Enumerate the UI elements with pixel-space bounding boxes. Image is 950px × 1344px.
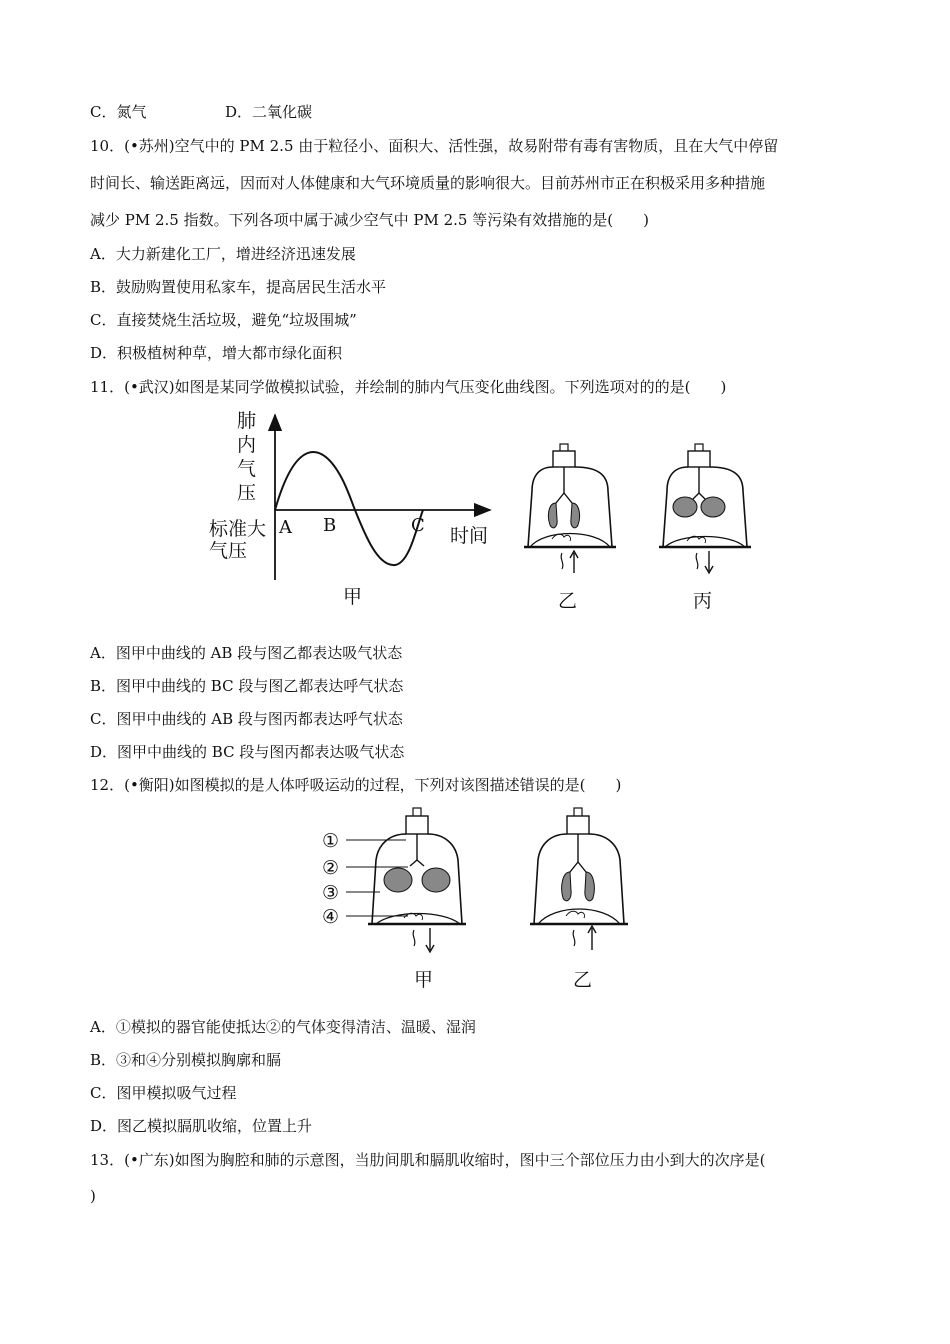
point-a-label: A (279, 517, 292, 538)
rubber-stopper (567, 816, 589, 834)
q12-option-b: B．③和④分别模拟胸廓和膈 (90, 1051, 282, 1069)
q12-stem: 12．(•衡阳)如图模拟的是人体呼吸运动的过程，下列对该图描述错误的是( ) (90, 776, 622, 794)
point-b-label: B (323, 515, 337, 536)
q9-option-d: D．二氧化碳 (225, 103, 313, 121)
q10-stem-line1: 10．(•苏州)空气中的 PM 2.5 由于粒径小、面积大、活性强，故易附带有毒有害物质，且在大气中停留 (90, 137, 779, 155)
caption-jia: 甲 (343, 586, 363, 608)
q10-option-a: A．大力新建化工厂，增进经济迅速发展 (90, 245, 356, 263)
std-pressure-label-1: 标准大 (209, 518, 267, 540)
bell-jar-outline (528, 467, 612, 547)
q11-option-d: D．图甲中曲线的 BC 段与图丙都表达吸气状态 (90, 743, 405, 761)
point-c-label: C (411, 515, 425, 536)
q11-option-a: A．图甲中曲线的 AB 段与图乙都表达吸气状态 (90, 644, 403, 662)
y-label-3: 气 (237, 458, 257, 480)
q12-option-c: C．图甲模拟吸气过程 (90, 1084, 237, 1102)
caption-yi: 乙 (558, 590, 578, 612)
std-pressure-label-2: 气压 (209, 540, 248, 562)
q11-stem: 11．(•武汉)如图是某同学做模拟试验，并绘制的肺内气压变化曲线图。下列选项对的的是( ) (90, 378, 727, 396)
q9-option-c: C．氮气 (90, 103, 147, 121)
q10-option-c: C．直接焚烧生活垃圾，避免“垃圾围城” (90, 311, 357, 329)
bell-jar-outline (534, 834, 624, 924)
q10-option-d: D．积极植树种草，增大都市绿化面积 (90, 344, 343, 362)
y-label-1: 肺 (237, 410, 257, 432)
marker-3: ③ (322, 882, 340, 904)
caption-bing: 丙 (693, 590, 713, 612)
balloon-lung-right (422, 868, 450, 892)
marker-1: ① (322, 830, 340, 852)
q12-option-d: D．图乙模拟膈肌收缩，位置上升 (90, 1117, 313, 1135)
q11-bell-jar-bing (655, 435, 755, 615)
balloon-lung-left (548, 503, 557, 528)
q11-pressure-graph (195, 405, 505, 610)
pressure-curve (275, 452, 423, 565)
q10-stem-line3: 减少 PM 2.5 指数。下列各项中属于减少空气中 PM 2.5 等污染有效措施的是( ) (90, 211, 649, 229)
x-axis-label: 时间 (450, 525, 489, 547)
rubber-stopper (406, 816, 428, 834)
rubber-stopper (553, 451, 575, 467)
balloon-lung-right (585, 872, 594, 901)
marker-2: ② (322, 857, 340, 879)
q11-bell-jar-yi (520, 435, 620, 615)
q10-option-b: B．鼓励购置使用私家车，提高居民生活水平 (90, 278, 387, 296)
rubber-membrane (538, 909, 620, 924)
q13-stem-line2: ) (90, 1187, 96, 1205)
q11-option-b: B．图甲中曲线的 BC 段与图乙都表达呼气状态 (90, 677, 404, 695)
q10-stem-line2: 时间长、输送距离远，因而对人体健康和大气环境质量的影响很大。目前苏州市正在积极采用多种措施 (90, 174, 766, 192)
balloon-lung-left (384, 868, 412, 892)
q11-option-c: C．图甲中曲线的 AB 段与图丙都表达呼气状态 (90, 710, 403, 728)
balloon-lung-right (701, 497, 725, 517)
marker-4: ④ (322, 906, 340, 928)
balloon-lung-left (562, 872, 571, 901)
caption-jia: 甲 (414, 969, 434, 991)
y-label-4: 压 (237, 482, 257, 504)
balloon-lung-left (673, 497, 697, 517)
q12-bell-jar-jia (318, 800, 478, 995)
q12-bell-jar-yi (530, 800, 640, 995)
q13-stem-line1: 13．(•广东)如图为胸腔和肺的示意图，当肋间肌和膈肌收缩时，图中三个部位压力由小到大的次序是( (90, 1151, 766, 1169)
balloon-lung-right (571, 503, 580, 528)
rubber-stopper (688, 451, 710, 467)
y-label-2: 内 (237, 434, 257, 456)
q12-option-a: A．①模拟的器官能使抵达②的气体变得清洁、温暖、湿润 (90, 1018, 476, 1036)
caption-yi: 乙 (573, 969, 593, 991)
